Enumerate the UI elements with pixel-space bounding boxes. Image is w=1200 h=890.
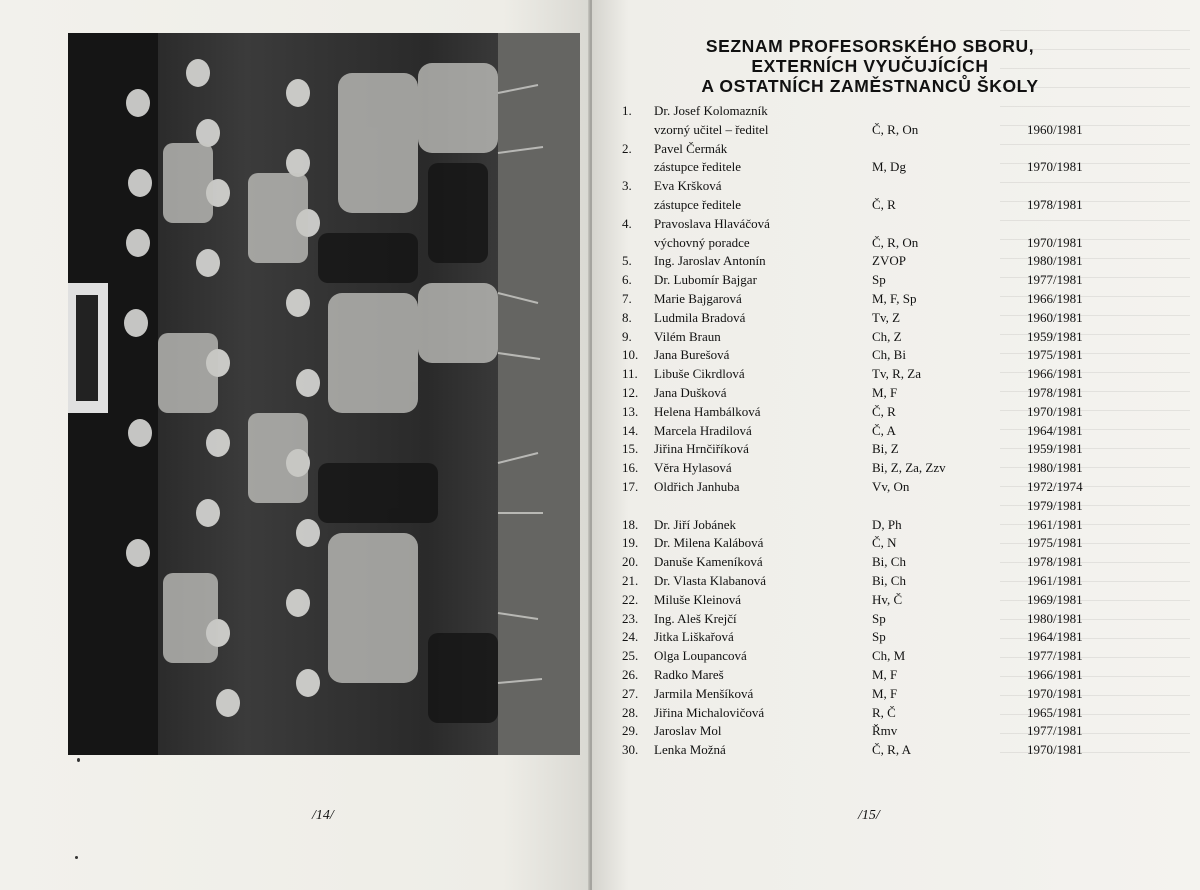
entry-subjects: Č, R, On [872, 121, 919, 137]
staff-entry [622, 534, 1142, 553]
staff-entry [622, 722, 1142, 741]
entry-years-second: 1979/1981 [1027, 497, 1083, 513]
entry-years-block [1027, 234, 1083, 253]
entry-years-block [1027, 553, 1083, 572]
entry-subjects: Sp [872, 610, 886, 626]
entry-subjects: D, Ph [872, 516, 902, 532]
print-speck [77, 758, 80, 762]
entry-years: 1964/1981 [1027, 629, 1083, 645]
entry-name: Miluše Kleinová [654, 591, 742, 607]
entry-subjects: Tv, Z [872, 309, 901, 325]
entry-number: 29. [622, 723, 639, 739]
entry-name-block [654, 685, 753, 704]
entry-number: 10. [622, 347, 639, 363]
entry-number: 25. [622, 648, 639, 664]
entry-subjects: Vv, On [872, 478, 910, 494]
entry-name: Jaroslav Mol [654, 723, 722, 739]
entry-name: Jiřina Hrnčiříková [654, 441, 749, 457]
staff-entry [622, 610, 1142, 629]
entry-number: 3. [622, 178, 632, 194]
entry-number: 28. [622, 704, 639, 720]
entry-years: 1959/1981 [1027, 328, 1083, 344]
staff-entry [622, 440, 1142, 459]
entry-name: Libuše Cikrdlová [654, 366, 745, 382]
entry-years: 1961/1981 [1027, 572, 1083, 588]
entry-name: Jiřina Michalovičová [654, 704, 765, 720]
entry-name-block [654, 252, 766, 271]
entry-name-block [654, 215, 770, 253]
entry-years: 1966/1981 [1027, 666, 1083, 682]
entry-number: 15. [622, 441, 639, 457]
entry-name-block [654, 610, 737, 629]
entry-number: 30. [622, 742, 639, 758]
staff-entry [622, 666, 1142, 685]
entry-subjects: Ch, Bi [872, 347, 906, 363]
entry-name: Danuše Kameníková [654, 554, 763, 570]
entry-number: 7. [622, 290, 632, 306]
entry-name: Radko Mareš [654, 666, 724, 682]
staff-entry [622, 647, 1142, 666]
entry-name-block [654, 177, 741, 215]
staff-entry [622, 741, 1142, 760]
entry-years: 1977/1981 [1027, 272, 1083, 288]
entry-number: 23. [622, 610, 639, 626]
entry-name-block [654, 346, 729, 365]
entry-name: Ing. Jaroslav Antonín [654, 253, 766, 269]
entry-name: Věra Hylasová [654, 460, 732, 476]
entry-name: Helena Hambálková [654, 403, 761, 419]
entry-years-block [1027, 440, 1083, 459]
entry-years-block [1027, 196, 1083, 215]
entry-years: 1966/1981 [1027, 366, 1083, 382]
entry-name: Pavel Čermák [654, 140, 728, 156]
page-number-right: /15/ [858, 808, 880, 823]
entry-years: 1972/1974 [1027, 478, 1083, 494]
entry-name-block [654, 722, 722, 741]
entry-subjects: M, F [872, 666, 898, 682]
entry-name: Marie Bajgarová [654, 290, 742, 306]
entry-role: výchovný poradce [654, 234, 750, 250]
staff-entry [622, 215, 1142, 253]
entry-role: zástupce ředitele [654, 159, 741, 175]
staff-entry [622, 271, 1142, 290]
entry-name: Marcela Hradilová [654, 422, 752, 438]
staff-entry [622, 591, 1142, 610]
print-speck [75, 856, 78, 859]
entry-years-block [1027, 290, 1083, 309]
entry-years-block [1027, 741, 1083, 760]
staff-entry [622, 403, 1142, 422]
entry-role: vzorný učitel – ředitel [654, 121, 769, 137]
entry-years-block [1027, 647, 1083, 666]
title-line: SEZNAM PROFESORSKÉHO SBORU, [705, 36, 1035, 56]
entry-name: Jarmila Menšíková [654, 685, 754, 701]
entry-name: Dr. Milena Kalábová [654, 535, 764, 551]
staff-entry [622, 459, 1142, 478]
entry-number: 8. [622, 309, 632, 325]
entry-years-block [1027, 121, 1083, 140]
entry-name-block [654, 328, 721, 347]
entry-years: 1970/1981 [1027, 742, 1083, 758]
entry-number: 24. [622, 629, 639, 645]
entry-name-block [654, 666, 724, 685]
entry-years-block [1027, 252, 1083, 271]
entry-name-block [654, 140, 741, 178]
entry-years: 1980/1981 [1027, 460, 1083, 476]
entry-subjects: M, F [872, 685, 898, 701]
entry-number: 16. [622, 460, 639, 476]
entry-years-block [1027, 534, 1083, 553]
staff-entry [622, 290, 1142, 309]
entry-name-block [654, 647, 747, 666]
staff-entry [622, 628, 1142, 647]
entry-name: Eva Kršková [654, 178, 722, 194]
entry-subjects: Bi, Z, Za, Zzv [872, 460, 946, 476]
entry-years-block [1027, 422, 1083, 441]
entry-years: 1959/1981 [1027, 441, 1083, 457]
entry-name-block [654, 741, 726, 760]
group-photo [68, 33, 580, 755]
entry-name: Dr. Lubomír Bajgar [654, 272, 757, 288]
entry-name-block [654, 384, 727, 403]
entry-subjects: ZVOP [872, 253, 906, 269]
entry-subjects: Č, R, On [872, 234, 919, 250]
entry-years: 1978/1981 [1027, 554, 1083, 570]
entry-name: Ludmila Bradová [654, 309, 746, 325]
entry-years: 1964/1981 [1027, 422, 1083, 438]
entry-name-block [654, 309, 745, 328]
entry-years-block [1027, 346, 1083, 365]
entry-years: 1960/1981 [1027, 309, 1083, 325]
entry-years: 1966/1981 [1027, 290, 1083, 306]
title-line: A OSTATNÍCH ZAMĚSTNANCŮ ŠKOLY [701, 76, 1039, 96]
entry-subjects: Č, R, A [872, 742, 912, 758]
entry-name-block [654, 572, 766, 591]
entry-years: 1978/1981 [1027, 196, 1083, 212]
entry-years-block [1027, 328, 1083, 347]
entry-subjects: Bi, Ch [872, 554, 906, 570]
entry-number: 11. [622, 366, 638, 382]
entry-name: Dr. Josef Kolomazník [654, 103, 768, 118]
entry-subjects: M, Dg [872, 159, 906, 175]
staff-entry [622, 102, 1142, 140]
entry-name-block [654, 102, 768, 140]
entry-name: Lenka Možná [654, 742, 726, 758]
entry-years: 1970/1981 [1027, 685, 1083, 701]
entry-years-block [1027, 158, 1083, 177]
entry-name-block [654, 534, 763, 553]
entry-subjects: M, F [872, 384, 898, 400]
entry-name-block [654, 403, 760, 422]
staff-list [622, 102, 1142, 760]
entry-years-block [1027, 704, 1083, 723]
entry-name: Ing. Aleš Krejčí [654, 610, 737, 626]
entry-number: 26. [622, 666, 639, 682]
entry-number: 1. [622, 103, 632, 118]
entry-number: 4. [622, 215, 632, 231]
entry-years-block [1027, 591, 1083, 610]
entry-subjects: Ch, M [872, 648, 906, 664]
entry-subjects: Č, R [872, 403, 896, 419]
entry-subjects: M, F, Sp [872, 290, 917, 306]
entry-years: 1969/1981 [1027, 591, 1083, 607]
entry-years: 1980/1981 [1027, 610, 1083, 626]
staff-entry [622, 384, 1142, 403]
entry-years: 1975/1981 [1027, 347, 1083, 363]
entry-name: Oldřich Janhuba [654, 478, 740, 494]
entry-name-block [654, 628, 734, 647]
page-title [700, 36, 1040, 96]
entry-name: Jana Dušková [654, 384, 727, 400]
entry-name-block [654, 440, 749, 459]
staff-entry [622, 704, 1142, 723]
staff-entry [622, 365, 1142, 384]
entry-years-block [1027, 685, 1083, 704]
entry-name-block [654, 365, 745, 384]
entry-years: 1977/1981 [1027, 648, 1083, 664]
staff-entry [622, 140, 1142, 178]
entry-years-block [1027, 722, 1083, 741]
staff-entry [622, 328, 1142, 347]
entry-name-block [654, 290, 742, 309]
entry-number: 2. [622, 140, 632, 156]
staff-entry [622, 422, 1142, 441]
staff-entry [622, 252, 1142, 271]
entry-subjects: Č, N [872, 535, 897, 551]
entry-number: 12. [622, 384, 639, 400]
entry-years: 1978/1981 [1027, 384, 1083, 400]
staff-entry [622, 478, 1142, 516]
entry-role: zástupce ředitele [654, 196, 741, 212]
entry-years-block [1027, 271, 1083, 290]
title-line: EXTERNÍCH VYUČUJÍCÍCH [751, 56, 989, 76]
staff-entry [622, 177, 1142, 215]
entry-subjects: Sp [872, 272, 886, 288]
entry-years: 1965/1981 [1027, 704, 1083, 720]
entry-years: 1975/1981 [1027, 535, 1083, 551]
entry-number: 14. [622, 422, 639, 438]
entry-subjects: Bi, Ch [872, 572, 906, 588]
entry-years: 1970/1981 [1027, 159, 1083, 175]
entry-name: Dr. Vlasta Klabanová [654, 572, 767, 588]
entry-name: Pravoslava Hlaváčová [654, 215, 770, 231]
entry-subjects: R, Č [872, 704, 896, 720]
entry-number: 13. [622, 403, 639, 419]
entry-years-block [1027, 478, 1083, 516]
entry-name: Jana Burešová [654, 347, 730, 363]
entry-years: 1960/1981 [1027, 121, 1083, 137]
entry-years-block [1027, 365, 1083, 384]
entry-subjects: Sp [872, 629, 886, 645]
entry-name-block [654, 591, 741, 610]
entry-name-block [654, 459, 732, 478]
entry-subjects: Bi, Z [872, 441, 899, 457]
entry-years: 1970/1981 [1027, 234, 1083, 250]
staff-entry [622, 346, 1142, 365]
entry-name-block [654, 516, 736, 535]
entry-name: Jitka Liškařová [654, 629, 734, 645]
entry-number: 9. [622, 328, 632, 344]
entry-years: 1980/1981 [1027, 253, 1083, 269]
entry-number: 21. [622, 572, 639, 588]
entry-name-block [654, 704, 764, 723]
entry-number: 5. [622, 253, 632, 269]
staff-entry [622, 553, 1142, 572]
entry-name: Vilém Braun [654, 328, 721, 344]
entry-years-block [1027, 459, 1083, 478]
staff-entry [622, 685, 1142, 704]
entry-name-block [654, 478, 740, 497]
entry-years-block [1027, 403, 1083, 422]
staff-entry [622, 516, 1142, 535]
entry-years-block [1027, 384, 1083, 403]
entry-number: 6. [622, 272, 632, 288]
entry-subjects: Č, A [872, 422, 896, 438]
entry-number: 27. [622, 685, 639, 701]
entry-years-block [1027, 516, 1083, 535]
entry-years: 1977/1981 [1027, 723, 1083, 739]
entry-years-block [1027, 666, 1083, 685]
left-page [0, 0, 592, 890]
entry-subjects: Č, R [872, 196, 896, 212]
entry-name-block [654, 553, 763, 572]
entry-years: 1961/1981 [1027, 516, 1083, 532]
entry-years-block [1027, 628, 1083, 647]
entry-name-block [654, 271, 757, 290]
entry-subjects: Hv, Č [872, 591, 903, 607]
entry-years-block [1027, 610, 1083, 629]
entry-years-block [1027, 572, 1083, 591]
entry-name: Olga Loupancová [654, 648, 747, 664]
entry-years: 1970/1981 [1027, 403, 1083, 419]
staff-entry [622, 572, 1142, 591]
entry-number: 17. [622, 478, 639, 494]
entry-number: 18. [622, 516, 639, 532]
staff-entry [622, 309, 1142, 328]
entry-subjects: Řmv [872, 723, 898, 739]
entry-name: Dr. Jiří Jobánek [654, 516, 736, 532]
entry-subjects: Tv, R, Za [872, 366, 921, 382]
entry-number: 22. [622, 591, 639, 607]
entry-number: 20. [622, 554, 639, 570]
entry-subjects: Ch, Z [872, 328, 902, 344]
entry-years-block [1027, 309, 1083, 328]
page-number-left: /14/ [312, 808, 334, 823]
entry-number: 19. [622, 535, 639, 551]
entry-name-block [654, 422, 752, 441]
